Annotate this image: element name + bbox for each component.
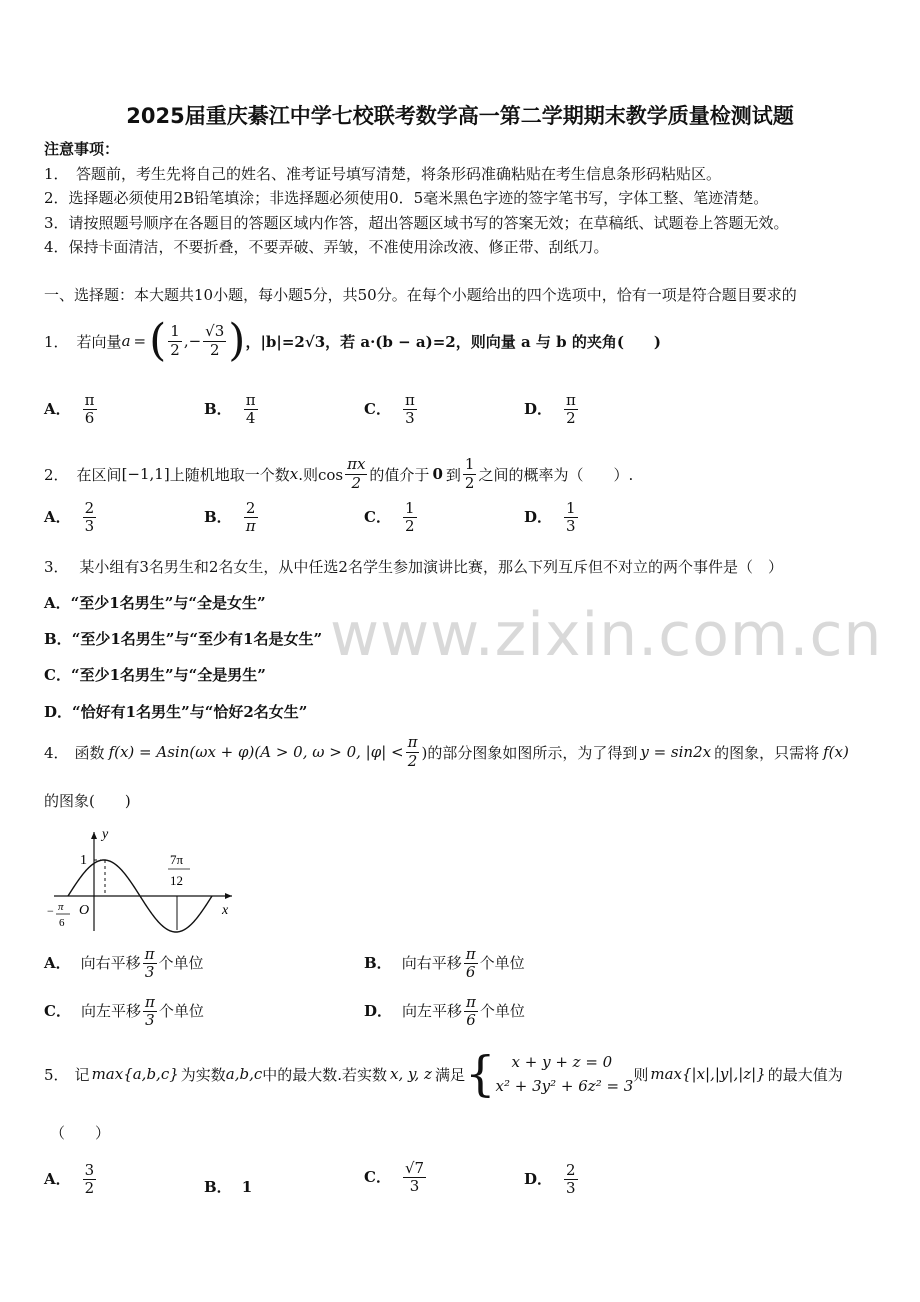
q4-text-3: 的图象，只需将 [714, 743, 820, 762]
q2-number: 2． [44, 465, 69, 484]
notice-item-4: 4．保持卡面清洁，不要折叠，不要弄破、弄皱，不准使用涂改液、修正带、刮纸刀。 [44, 238, 609, 256]
q5-text-6: 的最大值为 [767, 1065, 843, 1084]
q4-option-a[interactable]: A． 向右平移 $\frac{\pi}{3}$ 个单位 [44, 945, 204, 982]
q1-frac-2: $\frac{√3}{2}$ [205, 322, 225, 359]
q4-function: f(x) = Asin(ωx + φ)(A > 0, ω > 0, |φ| < [108, 743, 404, 761]
x-axis-arrow [225, 893, 232, 899]
notice-item-3: 3．请按照题号顺序在各题目的答题区域内作答，超出答题区域书写的答案无效；在草稿纸、试题卷上答题无效。 [44, 214, 789, 232]
q1-vector-a: a [121, 332, 131, 350]
x-label: x [222, 903, 229, 918]
q5-text-3: 中的最大数.若实数 [262, 1065, 388, 1084]
q5-system [496, 1050, 634, 1098]
q3-option-a[interactable]: A．“至少1名男生”与“全是女生” [44, 594, 266, 612]
q1-comma-minus: ,− [183, 332, 202, 350]
notice-item-2: 2．选择题必须使用2B铅笔填涂；非选择题必须使用0．5毫米黑色字迹的签字笔书写，字体工整、笔迹清楚。 [44, 189, 769, 207]
notice-heading: 注意事项： [44, 140, 120, 158]
q4-pi-half: $\frac{\pi}{2}$ [407, 733, 418, 770]
q2-text-4: 的值介于 [369, 465, 430, 484]
question-1 [44, 316, 661, 366]
q2-text-2: 上随机地取一个数 [169, 465, 290, 484]
q4-fx: f(x) [823, 743, 849, 761]
q4-target: y = sin2x [640, 743, 712, 761]
right-num: 7π [170, 852, 184, 867]
q3-option-d[interactable]: D．“恰好有1名男生”与“恰好2名女生” [44, 703, 308, 721]
q5-max-abs: max{|x|,|y|,|z|} [650, 1065, 766, 1083]
watermark: www.zixin.com.cn [330, 600, 883, 670]
q2-text-6: 之间的概率为（ ）. [478, 465, 634, 484]
page-title: 2025届重庆綦江中学七校联考数学高一第二学期期末教学质量检测试题 [126, 104, 794, 128]
left-num: π [58, 901, 64, 913]
q1-option-b[interactable]: B． $\frac{\pi}{4}$ [204, 391, 256, 428]
q5-brace: { [464, 1046, 496, 1102]
q4-text-2: )的部分图象如图所示，为了得到 [421, 743, 638, 762]
q1-prefix: 若向量 [76, 332, 122, 351]
q1-condition: ，|b|=2√3，若 a·(b − a)=2，则向量 a 与 b 的夹角( ) [245, 332, 662, 351]
q5-text-4: 满足 [434, 1065, 465, 1084]
q1-number: 1． [44, 332, 69, 351]
q4-option-c[interactable]: C． 向左平移 $\frac{\pi}{3}$ 个单位 [44, 993, 204, 1030]
q2-interval: [−1,1] [121, 465, 170, 483]
question-5 [44, 1048, 843, 1100]
q3-option-c[interactable]: C．“至少1名男生”与“全是男生” [44, 666, 266, 684]
q5-xyz: x, y, z [390, 1065, 432, 1083]
right-den: 12 [170, 873, 183, 888]
q5-text-5: 则 [633, 1065, 649, 1084]
q5-number: 5． [44, 1065, 69, 1084]
q5-eq-2: x² + 3y² + 6z² = 3 [495, 1077, 634, 1095]
left-sign: − [47, 904, 54, 918]
q2-option-c[interactable]: C． $\frac{1}{2}$ [364, 499, 415, 536]
q3-option-b[interactable]: B．“至少1名男生”与“至少有1名是女生” [44, 630, 323, 648]
q2-zero: 0 [432, 465, 443, 483]
q5-option-b[interactable]: B． 1 [204, 1178, 253, 1196]
q1-eq: = [133, 332, 147, 350]
y-label: y [102, 827, 109, 842]
q2-option-b[interactable]: B． $\frac{2}{\pi}$ [204, 499, 256, 536]
question-4 [44, 730, 849, 774]
q5-option-d[interactable]: D． $\frac{2}{3}$ [524, 1161, 576, 1198]
q5-text-2: 为实数 [180, 1065, 226, 1084]
q5-option-c[interactable]: C． $\frac{√7}{3}$ [364, 1159, 425, 1196]
q2-option-d[interactable]: D． $\frac{1}{3}$ [524, 499, 576, 536]
q1-option-c[interactable]: C． $\frac{\pi}{3}$ [364, 391, 415, 428]
question-2 [44, 452, 633, 496]
question-3 [44, 556, 783, 577]
q2-var: x [289, 465, 299, 483]
q2-frac: $\frac{\pi x}{2}$ [347, 455, 366, 492]
q5-option-a[interactable]: A． $\frac{3}{2}$ [44, 1161, 95, 1198]
y-axis-arrow [91, 832, 97, 839]
q2-option-a[interactable]: A． $\frac{2}{3}$ [44, 499, 95, 536]
q5-abc: a,b,c [225, 1065, 263, 1083]
left-den: 6 [59, 917, 65, 929]
one-label: 1 [80, 853, 87, 868]
q1-option-a[interactable]: A． $\frac{\pi}{6}$ [44, 391, 95, 428]
q4-line-2: 的图象( ) [44, 792, 131, 810]
q5-text-1: 记 [74, 1065, 90, 1084]
origin-label: O [79, 903, 90, 918]
q4-text-1: 函数 [74, 743, 105, 762]
q4-option-b[interactable]: B． 向右平移 $\frac{\pi}{6}$ 个单位 [364, 945, 525, 982]
q2-text-1: 在区间 [76, 465, 122, 484]
q4-option-d[interactable]: D． 向左平移 $\frac{\pi}{6}$ 个单位 [364, 993, 525, 1030]
q1-option-d[interactable]: D． $\frac{\pi}{2}$ [524, 391, 576, 428]
q5-max-abc: max{a,b,c} [91, 1065, 179, 1083]
q2-cos: .则cos [298, 465, 344, 484]
q2-half: $\frac{1}{2}$ [464, 455, 475, 492]
q1-left-paren: ( [149, 315, 167, 366]
q2-text-5: 到 [445, 465, 461, 484]
notice-item-1: 1． 答题前，考生先将自己的姓名、准考证号填写清楚，将条形码准确粘贴在考生信息条形码粘贴区。 [44, 165, 722, 183]
q1-right-paren: ) [228, 315, 246, 366]
q5-paren: （ ） [50, 1124, 111, 1142]
q5-eq-1: x + y + z = 0 [511, 1053, 613, 1071]
q3-number: 3． [44, 558, 69, 576]
q3-text: 某小组有3名男生和2名女生，从中任选2名学生参加演讲比赛，那么下列互斥但不对立的两个事件是（ ） [79, 558, 783, 576]
section-heading: 一、选择题：本大题共10小题，每小题5分，共50分。在每个小题给出的四个选项中，恰有一项是符合题目要求的 [44, 286, 797, 304]
q4-number: 4． [44, 743, 69, 762]
q4-sine-graph [44, 826, 244, 936]
q1-frac-1: $\frac{1}{2}$ [170, 322, 180, 359]
